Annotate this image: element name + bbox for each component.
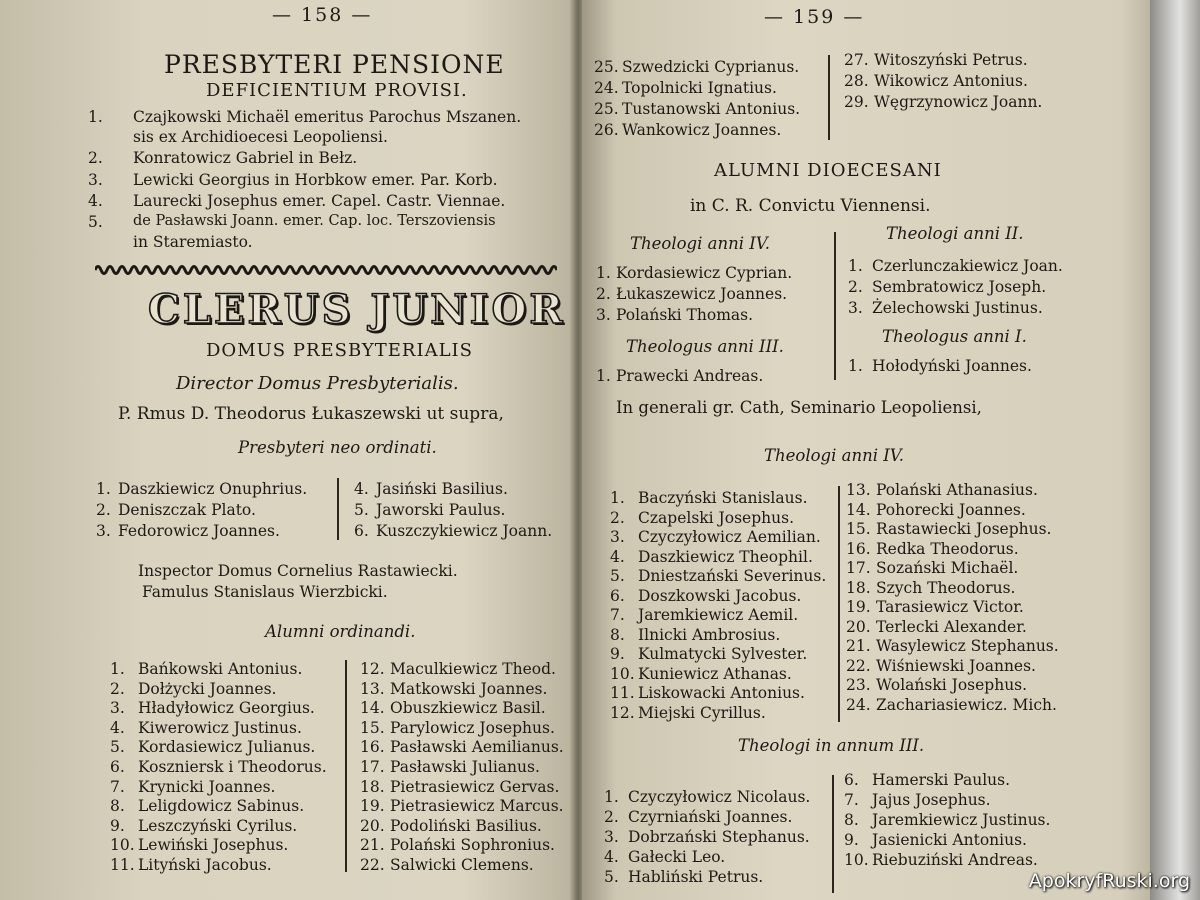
alumni-ordinandi-col1 [110, 660, 327, 876]
list-item [596, 305, 792, 326]
theologus-iii-list [596, 366, 763, 387]
item-name: Dołżycki Joannes. [138, 679, 277, 698]
item-name: Czyczyłowicz Aemilian. [638, 528, 821, 546]
list-item [604, 827, 810, 847]
item-name: Kiwerowicz Justinus. [138, 718, 302, 737]
list-item [594, 57, 800, 78]
pension-entry-4: Laurecki Josephus emer. Capel. Castr. Viennae. [133, 192, 506, 210]
convictu-title: in C. R. Convictu Viennensi. [690, 196, 931, 216]
list-item [110, 856, 327, 876]
list-item [96, 500, 307, 521]
list-item [846, 520, 1059, 540]
famulus-line: Famulus Stanislaus Wierzbicki. [142, 583, 388, 601]
item-name: Dobrzański Stephanus. [628, 828, 810, 846]
item-number: 12. [610, 703, 635, 722]
seminario-title: In generali gr. Cath, Seminario Leopoliensi, [616, 398, 982, 417]
item-name: Liskowacki Antonius. [638, 684, 805, 702]
list-item [594, 78, 800, 99]
item-name: Jaremkiewicz Justinus. [872, 811, 1051, 829]
list-item [846, 481, 1059, 501]
item-number: 24. [846, 695, 871, 714]
alumni-ordinandi-col2 [360, 660, 564, 876]
item-number: 25. [594, 58, 619, 76]
item-name: Prawecki Andreas. [616, 367, 764, 385]
wavy-divider [95, 262, 557, 278]
item-number: 9. [610, 645, 625, 663]
item-number: 5. [604, 868, 619, 886]
item-name: Sembratowicz Joseph. [872, 278, 1047, 296]
sem-theologi-iii-heading: Theologi in annum III. [738, 736, 925, 755]
list-item [610, 704, 826, 724]
item-number: 1. [110, 660, 125, 678]
item-number: 10. [110, 836, 135, 855]
list-item [610, 528, 826, 548]
item-name: Krynicki Joannes. [138, 777, 276, 796]
list-item [844, 770, 1050, 790]
item-number: 2. [596, 285, 611, 303]
item-name: Jaworski Paulus. [376, 501, 506, 519]
item-name: Maculkiewicz Theod. [390, 660, 556, 678]
list-item [848, 298, 1063, 319]
list-item [360, 817, 564, 837]
item-name: Jasienicki Antonius. [872, 831, 1027, 849]
list-item [846, 540, 1059, 560]
pension-entry-3: Lewicki Georgius in Horbkow emer. Par. Korb. [133, 171, 498, 189]
item-number: 18. [360, 777, 385, 796]
item-number: 5. [610, 567, 625, 585]
item-name: Daszkiewicz Theophil. [638, 547, 813, 566]
list-item [354, 521, 552, 542]
item-number: 6. [110, 757, 125, 776]
item-name: Pietrasiewicz Gervas. [390, 777, 560, 796]
item-number: 23. [846, 676, 871, 694]
item-number: 5. [110, 738, 125, 757]
item-name: Leszczyński Cyrilus. [138, 816, 298, 835]
list-item [110, 797, 327, 817]
list-item [846, 559, 1059, 579]
item-name: Polański Athanasius. [876, 481, 1038, 499]
pension-num-2: 2. [88, 149, 103, 167]
theologus-i-list [848, 356, 1032, 377]
list-item [610, 626, 826, 646]
list-item [354, 479, 552, 500]
section-subtitle-provisi: DEFICIENTIUM PROVISI. [206, 80, 468, 101]
item-name: Polański Sophronius. [390, 836, 555, 855]
item-number: 25. [594, 100, 619, 118]
item-number: 13. [846, 481, 871, 499]
item-name: Matkowski Joannes. [390, 679, 548, 698]
item-number: 7. [610, 606, 625, 624]
pension-entry-2: Konratowicz Gabriel in Bełz. [133, 149, 358, 167]
item-number: 1. [604, 788, 619, 806]
list-item [110, 817, 327, 837]
item-name: Lewiński Josephus. [138, 836, 289, 855]
item-number: 8. [844, 811, 859, 829]
inspector-line: Inspector Domus Cornelius Rastawiecki. [138, 562, 458, 580]
item-name: Hołodyński Joannes. [872, 357, 1032, 375]
item-number: 8. [610, 625, 625, 644]
item-name: Obuszkiewicz Basil. [390, 699, 546, 718]
item-number: 4. [110, 718, 125, 737]
seminario-iv-col1 [610, 489, 826, 723]
column-rule [345, 660, 347, 872]
item-name: Wiśniewski Joannes. [876, 656, 1036, 675]
item-number: 10. [610, 664, 635, 683]
item-number: 7. [110, 777, 125, 796]
seminario-iv-col2 [846, 481, 1059, 715]
item-number: 3. [596, 306, 611, 324]
list-item [610, 489, 826, 509]
item-number: 6. [354, 522, 369, 540]
item-number: 7. [844, 791, 859, 809]
neo-ordinati-col2 [354, 479, 552, 542]
list-item [846, 598, 1059, 618]
item-name: Łukaszewicz Joannes. [616, 285, 788, 303]
item-name: Wolański Josephus. [876, 676, 1028, 694]
item-number: 5. [354, 501, 369, 519]
neo-ordinati-col1 [96, 479, 307, 542]
list-item [110, 758, 327, 778]
item-name: Węgrzynowicz Joann. [874, 93, 1043, 111]
column-rule [838, 486, 840, 722]
seminario-iii-col2 [844, 770, 1050, 870]
list-item [610, 606, 826, 626]
item-number: 27. [844, 51, 869, 69]
list-item [604, 847, 810, 867]
item-name: Jaremkiewicz Aemil. [638, 606, 799, 624]
item-number: 13. [360, 679, 385, 698]
list-item [360, 778, 564, 798]
pension-entry-5-line1: de Pasławski Joann. emer. Cap. loc. Terszoviensis [133, 213, 496, 229]
list-item [596, 366, 763, 387]
list-item [360, 758, 564, 778]
section-title-pensione: PRESBYTERI PENSIONE [164, 50, 505, 79]
page-number-right: — 159 — [764, 6, 865, 28]
list-item [594, 99, 800, 120]
item-number: 6. [844, 771, 859, 789]
item-number: 4. [354, 480, 369, 498]
list-item [360, 699, 564, 719]
item-name: Wasylewicz Stephanus. [876, 637, 1059, 655]
list-item [844, 830, 1050, 850]
item-number: 12. [360, 660, 385, 678]
item-name: Jajus Josephus. [872, 791, 991, 809]
list-item [110, 699, 327, 719]
item-number: 24. [594, 79, 619, 97]
item-name: Pohorecki Joannes. [876, 500, 1026, 519]
item-name: Salwicki Clemens. [390, 855, 534, 874]
item-name: Kuszczykiewicz Joann. [376, 522, 553, 540]
list-item [360, 738, 564, 758]
theologi-ii-heading: Theologi anni II. [886, 224, 1024, 243]
item-number: 1. [610, 489, 625, 507]
item-number: 17. [360, 757, 385, 776]
list-item [844, 92, 1042, 113]
theologi-iv-list [596, 263, 792, 326]
list-item [360, 856, 564, 876]
list-item [110, 660, 327, 680]
item-number: 3. [96, 522, 111, 540]
page-number-left: — 158 — [272, 4, 373, 26]
list-item [596, 284, 792, 305]
item-name: Fedorowicz Joannes. [118, 522, 280, 540]
item-name: Dniestzański Severinus. [638, 567, 827, 585]
item-number: 20. [846, 617, 871, 636]
column-rule [828, 55, 830, 140]
item-number: 3. [604, 828, 619, 846]
alumni-ordinandi-heading: Alumni ordinandi. [265, 622, 416, 641]
right-page [582, 0, 1150, 900]
item-name: Hamerski Paulus. [872, 771, 1011, 789]
item-number: 20. [360, 816, 385, 835]
pension-num-4: 4. [88, 192, 103, 210]
sem-theologi-iv-heading: Theologi anni IV. [764, 446, 905, 465]
list-item [610, 548, 826, 568]
item-number: 2. [604, 808, 619, 826]
item-name: Jasiński Basilius. [376, 480, 508, 498]
list-item [848, 256, 1063, 277]
list-item [610, 645, 826, 665]
list-item [846, 637, 1059, 657]
item-number: 4. [610, 547, 625, 566]
item-name: Pasławski Julianus. [390, 757, 540, 776]
item-name: Lityński Jacobus. [138, 855, 272, 874]
item-name: Koszniersk i Theodorus. [138, 757, 327, 776]
pension-num-1: 1. [88, 108, 103, 126]
list-item [360, 797, 564, 817]
list-item [848, 277, 1063, 298]
item-number: 1. [848, 257, 863, 275]
item-name: Gałecki Leo. [628, 848, 726, 866]
item-number: 1. [96, 480, 111, 498]
item-number: 18. [846, 578, 871, 597]
list-item [96, 479, 307, 500]
list-item [360, 836, 564, 856]
item-name: Czyczyłowicz Nicolaus. [628, 788, 811, 806]
item-name: Habliński Petrus. [628, 868, 764, 886]
item-name: Leligdowicz Sabinus. [138, 797, 305, 816]
continued-list-col2 [844, 50, 1042, 113]
item-name: Tarasiewicz Victor. [876, 598, 1024, 616]
list-item [360, 660, 564, 680]
item-number: 1. [848, 357, 863, 375]
item-name: Wikowicz Antonius. [874, 72, 1028, 90]
item-number: 16. [360, 738, 385, 757]
item-number: 11. [610, 684, 635, 702]
item-name: Kordasiewicz Cyprian. [616, 264, 793, 282]
list-item [848, 356, 1032, 377]
item-number: 15. [360, 718, 385, 737]
item-name: Pietrasiewicz Marcus. [390, 797, 564, 816]
list-item [846, 501, 1059, 521]
list-item [844, 810, 1050, 830]
item-number: 16. [846, 539, 871, 558]
item-number: 14. [846, 500, 871, 519]
theologi-iv-heading: Theologi anni IV. [630, 234, 771, 253]
list-item [844, 790, 1050, 810]
item-name: Terlecki Alexander. [876, 617, 1027, 636]
item-name: Doszkowski Jacobus. [638, 586, 802, 605]
background-edge [1150, 0, 1200, 900]
item-number: 4. [604, 848, 619, 866]
item-name: Czyrniański Joannes. [628, 808, 793, 826]
item-number: 9. [844, 831, 859, 849]
list-item [846, 696, 1059, 716]
list-item [604, 787, 810, 807]
item-name: Kulmatycki Sylvester. [638, 645, 808, 663]
item-number: 26. [594, 121, 619, 139]
pension-num-5: 5. [88, 213, 103, 231]
watermark: ApokryfRuski.org [1028, 870, 1190, 892]
seminario-iii-col1 [604, 787, 810, 887]
column-rule [834, 232, 836, 380]
item-number: 29. [844, 93, 869, 111]
pension-num-3: 3. [88, 171, 103, 189]
item-name: Tustanowski Antonius. [622, 100, 801, 118]
item-name: Deniszczak Plato. [118, 501, 256, 519]
item-name: Bańkowski Antonius. [138, 660, 303, 678]
item-name: Hładyłowicz Georgius. [138, 699, 315, 718]
list-item [110, 836, 327, 856]
item-name: Zachariasiewicz. Mich. [876, 695, 1057, 714]
item-number: 11. [110, 855, 135, 874]
list-item [610, 684, 826, 704]
item-name: Polański Thomas. [616, 306, 754, 324]
theologus-i-heading: Theologus anni I. [882, 327, 1027, 346]
item-number: 1. [596, 367, 611, 385]
list-item [604, 867, 810, 887]
item-number: 17. [846, 559, 871, 577]
list-item [360, 680, 564, 700]
list-item [110, 738, 327, 758]
list-item [604, 807, 810, 827]
director-heading: Director Domus Presbyterialis. [176, 373, 459, 394]
item-name: Kuniewicz Athanas. [638, 664, 792, 683]
item-number: 15. [846, 520, 871, 538]
item-number: 2. [610, 508, 625, 527]
pension-entry-1-line2: sis ex Archidioecesi Leopoliensi. [133, 128, 388, 146]
theologi-ii-list [848, 256, 1063, 319]
item-number: 19. [846, 598, 871, 616]
item-number: 10. [844, 851, 869, 869]
list-item [610, 665, 826, 685]
item-name: Pasławski Aemilianus. [390, 738, 564, 757]
list-item [110, 719, 327, 739]
item-number: 21. [360, 836, 385, 855]
item-number: 3. [848, 299, 863, 317]
pension-entry-1-line1: Czajkowski Michaël emeritus Parochus Mszanen. [133, 108, 522, 126]
item-name: Wankowicz Joannes. [622, 121, 782, 139]
item-name: Kordasiewicz Julianus. [138, 738, 316, 757]
list-item [596, 263, 792, 284]
list-item [110, 778, 327, 798]
item-name: Daszkiewicz Onuphrius. [118, 480, 308, 498]
item-name: Szwedzicki Cyprianus. [622, 58, 800, 76]
continued-list-col1 [594, 57, 800, 141]
item-name: Szych Theodorus. [876, 578, 1016, 597]
column-rule [832, 775, 834, 893]
item-number: 8. [110, 797, 125, 816]
list-item [360, 719, 564, 739]
item-name: Ilnicki Ambrosius. [638, 625, 781, 644]
item-name: Witoszyński Petrus. [874, 51, 1028, 69]
clerus-junior-title: CLERUS JUNIOR [148, 286, 566, 333]
item-number: 3. [610, 528, 625, 546]
list-item [610, 567, 826, 587]
list-item [846, 676, 1059, 696]
item-name: Podoliński Basilius. [390, 816, 542, 835]
list-item [846, 579, 1059, 599]
item-number: 6. [610, 586, 625, 605]
neo-ordinati-heading: Presbyteri neo ordinati. [238, 438, 437, 457]
item-number: 28. [844, 72, 869, 90]
column-rule [337, 478, 339, 540]
item-name: Topolnicki Ignatius. [622, 79, 777, 97]
director-name: P. Rmus D. Theodorus Łukaszewski ut supra, [118, 404, 504, 424]
list-item [846, 618, 1059, 638]
item-name: Baczyński Stanislaus. [638, 489, 808, 507]
list-item [594, 120, 800, 141]
item-number: 2. [110, 679, 125, 698]
list-item [610, 509, 826, 529]
item-name: Miejski Cyrillus. [638, 703, 766, 722]
alumni-dioecesani-title: ALUMNI DIOECESANI [714, 160, 942, 181]
item-number: 14. [360, 699, 385, 718]
item-number: 2. [96, 501, 111, 519]
list-item [354, 500, 552, 521]
list-item [96, 521, 307, 542]
theologus-iii-heading: Theologus anni III. [626, 337, 784, 356]
item-number: 19. [360, 797, 385, 816]
item-name: Żelechowski Justinus. [872, 299, 1043, 317]
list-item [846, 657, 1059, 677]
item-number: 3. [110, 699, 125, 718]
list-item [610, 587, 826, 607]
pension-entry-5-line2: in Staremiasto. [133, 233, 253, 251]
item-name: Czapelski Josephus. [638, 508, 794, 527]
list-item [844, 71, 1042, 92]
list-item [844, 50, 1042, 71]
item-number: 22. [846, 656, 871, 675]
item-name: Rastawiecki Josephus. [876, 520, 1052, 538]
item-number: 1. [596, 264, 611, 282]
list-item [844, 850, 1050, 870]
item-number: 9. [110, 816, 125, 835]
item-name: Sozański Michaël. [876, 559, 1019, 577]
item-name: Riebuziński Andreas. [872, 851, 1038, 869]
domus-title: DOMUS PRESBYTERIALIS [206, 340, 473, 361]
left-page [0, 0, 578, 900]
item-name: Parylowicz Josephus. [390, 718, 555, 737]
item-name: Redka Theodorus. [876, 539, 1019, 558]
item-name: Czerlunczakiewicz Joan. [872, 257, 1063, 275]
item-number: 2. [848, 278, 863, 296]
list-item [110, 680, 327, 700]
item-number: 21. [846, 637, 871, 655]
item-number: 22. [360, 855, 385, 874]
